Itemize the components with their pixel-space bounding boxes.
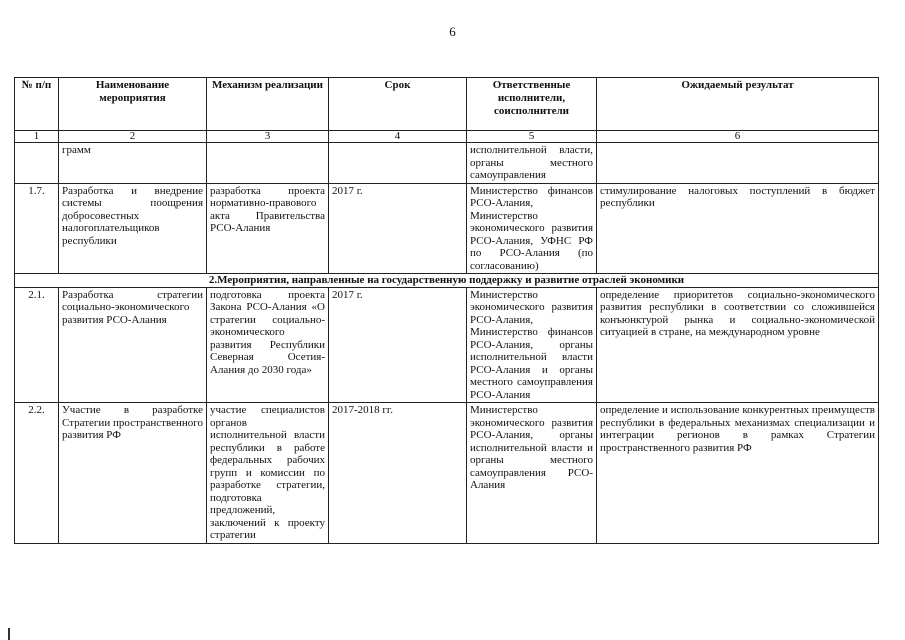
row-term: 2017-2018 гг. [329,403,467,544]
row-name: грамм [59,143,207,184]
row-result: определение приоритетов социально-экономического развития республики в соответствии со сложившейся конъюнктурой рынка и социально-экономической ситуацией в стране, на международном уровне [597,287,879,403]
row-mechanism: подготовка проекта Закона РСО-Алания «О стратегии социально-экономического развития Республики Северная Осетия-Алания до 2030 года» [207,287,329,403]
scan-edge-mark [8,628,10,640]
row-mechanism: разработка проекта нормативно-правового акта Правительства РСО-Алания [207,183,329,274]
row-responsible: Министерство финансов РСО-Алания, Министерство экономического развития РСО-Алания, УФНС РФ по РСО-Алания (по согласованию) [467,183,597,274]
row-num [15,143,59,184]
section-title: 2.Мероприятия, направленные на государственную поддержку и развитие отраслей экономики [15,274,879,288]
page-number: 6 [449,24,456,39]
column-number: 3 [207,131,329,143]
row-mechanism: участие специалистов органов исполнительной власти республики в работе федеральных рабочих групп и комиссии по разработке стратегии, подготовка предложений, заключений к проекту стратегии [207,403,329,544]
table-row [15,403,879,544]
header-mechanism: Механизм реализации [207,78,329,131]
row-num: 2.2. [15,403,59,544]
table-row [15,143,879,184]
row-num: 1.7. [15,183,59,274]
row-responsible: исполнительной власти, органы местного самоуправления [467,143,597,184]
column-numbers-row [15,131,879,143]
row-term: 2017 г. [329,287,467,403]
header-num: № п/п [15,78,59,131]
row-num: 2.1. [15,287,59,403]
section-row [15,274,879,288]
table-row [15,183,879,274]
row-term [329,143,467,184]
row-result: определение и использование конкурентных преимуществ республики в федеральных механизмах специализации и интеграции регионов в рамках Стратегии пространственного развития РФ [597,403,879,544]
column-number: 2 [59,131,207,143]
header-result: Ожидаемый результат [597,78,879,131]
row-responsible: Министерство экономического развития РСО-Алания, Министерство финансов РСО-Алания, органы исполнительной власти РСО-Алания и органы местного самоуправления РСО-Алания [467,287,597,403]
table-header-row [15,78,879,131]
column-number: 1 [15,131,59,143]
header-term: Срок [329,78,467,131]
events-table [14,77,879,544]
row-name: Участие в разработке Стратегии пространственного развития РФ [59,403,207,544]
header-responsible: Ответственные исполнители, соисполнители [467,78,597,131]
row-mechanism [207,143,329,184]
row-name: Разработка и внедрение системы поощрения добросовестных налогоплательщиков республики [59,183,207,274]
row-result: стимулирование налоговых поступлений в бюджет республики [597,183,879,274]
header-name: Наименование мероприятия [59,78,207,131]
column-number: 4 [329,131,467,143]
column-number: 5 [467,131,597,143]
row-result [597,143,879,184]
column-number: 6 [597,131,879,143]
row-name: Разработка стратегии социально-экономического развития РСО-Алания [59,287,207,403]
row-responsible: Министерство экономического развития РСО-Алания, органы исполнительной власти и органы местного самоуправления РСО-Алания [467,403,597,544]
row-term: 2017 г. [329,183,467,274]
table-row [15,287,879,403]
